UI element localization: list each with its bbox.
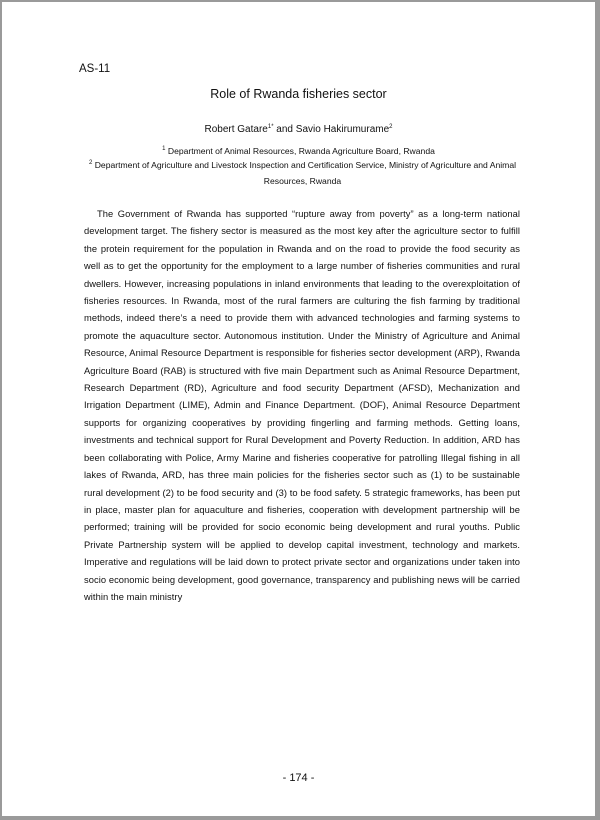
affiliation-1-marker: 1 (162, 146, 166, 152)
affiliation-1-text: Department of Animal Resources, Rwanda Agriculture Board, Rwanda (165, 146, 435, 156)
author-2-name: Savio Hakirumurame (295, 124, 390, 135)
author-connector: and (273, 124, 296, 135)
abstract-body: The Government of Rwanda has supported “rupture away from poverty” as a long-term national development target. The fishery sector is measured as the most key after the agriculture sector to fulfill the protein requirement for the population in Rwanda and on the road to provide the food security as well as to get the opportunity for the employment to a large number of fisheries communities and rural dwellers. However, increasing populations in inland environments that leading to the overexploitation of fisheries resources. In Rwanda, most of the rural farmers are culturing the fish farming by traditional methods, indeed there’s a need to provide them with advanced technologies and farming systems to promote the aquaculture sector. Autonomous institution. Under the Ministry of Agriculture and Animal Resource, Animal Resource Department is responsible for fisheries sector development (ARP), Rwanda Agriculture Board (RAB) is structured with five main Department such as Animal Resource Department, Research Department (RD), Agriculture and food security Department (AFSD), Mechanization and Irrigation Department (LIME), Admin and Finance Department. (DOF), Animal Resource Department supports for organizing cooperatives by providing fingerling and farming methods. Getting loans, investments and technical support for Rural Development and Poverty Reduction. In addition, ARD has been collaborating with Police, Army Marine and fisheries cooperative for patrolling Illegal fishing in all lakes of Rwanda, ARD, has three main policies for the fisheries sector such as (1) to be sustainable rural development (2) to be food security and (3) to be food safety. 5 strategic frameworks, has been put in place, master plan for aquaculture and fisheries, cooperation with development partnership will be performed; training will be provided for socio economic being development and rural youths. Public Private Partnership system will be applied to develop capital investment, technology and markets. Imperative and regulations will be laid down to protect private sector and organizations under taken into socio economic being development, good governance, transparency and publishing news will be carried within the main ministry (84, 209, 520, 602)
author-1-name: Robert Gatare (204, 124, 268, 135)
abstract-code: AS-11 (79, 63, 111, 75)
page-number: - 174 - (282, 772, 315, 784)
author-line (2, 124, 595, 135)
author-1-marker: 1* (267, 124, 274, 130)
author-2-marker: 2 (389, 124, 393, 130)
affiliation-2-marker: 2 (88, 160, 93, 166)
document-page (2, 2, 595, 816)
affiliation-2 (80, 155, 525, 189)
affiliation-2-text: Department of Agriculture and Livestock Inspection and Certification Service, Ministry of Agriculture and Animal Resources, Rwanda (92, 160, 517, 186)
paper-title: Role of Rwanda fisheries sector (210, 87, 387, 101)
